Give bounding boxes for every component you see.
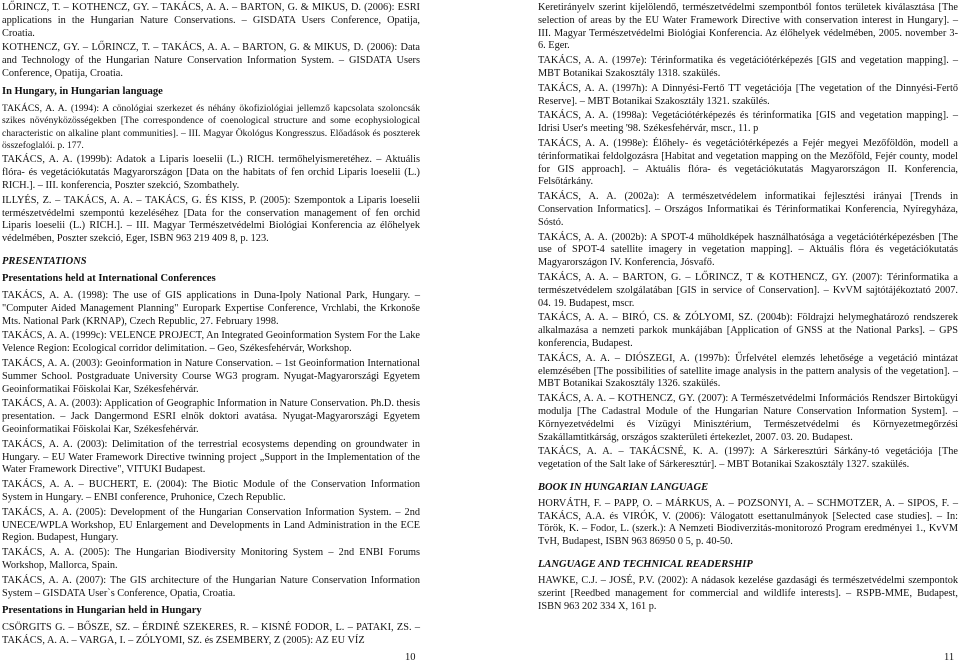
reference-entry: LŐRINCZ, T. – KOTHENCZ, GY. – TAKÁCS, A. A. – BARTON, G. & MIKUS, D. (2006): ESRI applications in the Hungarian Nature Conservations. – GISDATA Users Conference, Opatija, Croatia. [2, 2, 420, 39]
heading-international-conferences: Presentations held at International Conferences [2, 272, 216, 284]
presentation-entry: TAKÁCS, A. A. (1998a): Vegetációtérképezés és térinformatika [GIS and vegetation mapping]. – Idrisi User's meeting '98. Székesfehérvár, mscr., 11. p [538, 110, 958, 135]
book-entry: HORVÁTH, F. – PAPP, O. – MÁRKUS, A. – POZSONYI, A. – SCHMOTZER, A. – SIPOS, F. – TAKÁCS, A.A. és VIRÓK, V. (2006): Válogatott esettanulmányok [Selected case studies]. – In: Török, K. – Fodor, L. (szerk.): A Nemzeti Biodiverzitás-monitorozó Program eredményei 1., KvVM TvH, Budapest, ISBN 963 86950 0 5, p. 40-50. [538, 497, 958, 548]
presentation-entry: TAKÁCS, A. A. – BIRÓ, CS. & ZÓLYOMI, SZ. (2004b): Földrajzi helymeghatározó rendszerek alkalmazása a nemzeti parkok munkájában [Application of GNSS at the National Parks]. – GPS konferencia, Budapest. [538, 312, 958, 349]
presentation-entry: TAKÁCS, A. A. – BARTON, G. – LŐRINCZ, T & KOTHENCZ, GY. (2007): Térinformatika a természetvédelem szolgálatában [GIS in service of Conservation]. – KvVM sajtótájékoztató 2007. 04. 19. Budapest, mscr. [538, 271, 958, 309]
right-page-column [538, 2, 958, 615]
page-number-right: 11 [944, 652, 955, 663]
presentation-entry: TAKÁCS, A. A. (1997e): Térinformatika és vegetációtérképezés [GIS and vegetation mapping]. – MBT Botanikai Szakosztály 1318. szakülés. [538, 55, 958, 79]
reference-entry: TAKÁCS, A. A. (1994): A cönológiai szerkezet és néhány ökofiziológiai jellemző kapcsolata szoloncsák szikes növényközösségekben [The correspondence of coenological structure and some ecophysiological characteristic on alkaline plant communities]. – III. Magyar Ökológus Kongresszus. Előadások és poszterek összefoglalói. p. 177. [2, 102, 420, 151]
presentation-entry: TAKÁCS, A. A. (2003): Delimitation of the terrestrial ecosystems depending on groundwater in Hungary. – EU Water Framework Directive twinning project „Support in the Implementation of the Water Framework Directive", VITUKI Budapest. [2, 438, 420, 476]
presentation-entry: CSÖRGITS G. – BŐSZE, SZ. – ÉRDINÉ SZEKERES, R. – KISNÉ FODOR, L. – PATAKI, ZS. – TAKÁCS, A. A. – VARGA, I. – ZÓLYOMI, SZ. és ZSEMBERY, Z (2005): AZ EU VÍZ [2, 622, 420, 647]
presentation-entry: TAKÁCS, A. A. (2005): The Hungarian Biodiversity Monitoring System – 2nd ENBI Forums Workshop, Mallorca, Spain. [2, 547, 420, 571]
presentation-entry: TAKÁCS, A. A. (2003): Application of Geographic Information in Nature Conservation. Ph.D. thesis presentation. – Jack Dangermond ESRI elnök doktori avatása. Nyugat-Magyarországi Egyetem Geoinformatikai Főiskolai Kar, Székesfehérvár. [2, 398, 420, 435]
presentation-entry: TAKÁCS, A. A. (1999c): VELENCE PROJECT, An Integrated Geoinformation System For the Lake Velence Region: Ecological corridor delimitation. – Geo, Székesfehérvár, Workshop. [2, 330, 420, 355]
presentation-entry: TAKÁCS, A. A. (2002b): A SPOT-4 műholdképek használhatósága a vegetációtérképezésben [The use of SPOT-4 satellite imagery in vegetation mapping]. – Aktuális flóra és vegetációkutatás Magyarországon IV. Konferencia, Jósvafő. [538, 231, 958, 269]
presentation-entry: TAKÁCS, A. A. – KOTHENCZ, GY. (2007): A Természetvédelmi Információs Rendszer Birtokügyi modulja [The Cadastral Module of the Hungarian Nature Conservation Information System]. – Környezetvédelmi és Vízügyi Minisztérium, Természetvédelmi és Környezetmegőrzési Szakállamtitkárság, országos szakterületi értekezlet, 2007. 03. 20. Budapest. [538, 393, 958, 443]
left-page-column [2, 2, 420, 650]
presentation-entry: TAKÁCS, A. A. (1997h): A Dinnyési-Fertő TT vegetációja [The vegetation of the Dinnyési-Fertő Reserve]. – MBT Botanikai Szakosztály 1321. szakülés. [538, 82, 958, 107]
presentation-entry: TAKÁCS, A. A. – DIÓSZEGI, A. (1997b): Űrfelvétel elemzés lehetősége a vegetáció mintázat elemzésében [The possibilities of satellite image analysis in the pattern analysis of the vegetation]. – MBT Botanikai Szakosztály 1326. szakülés. [538, 352, 958, 390]
heading-hungarian-presentations: Presentations in Hungarian held in Hungary [2, 605, 202, 617]
presentation-entry: TAKÁCS, A. A. – TAKÁCSNÉ, K. A. (1997): A Sárkeresztúri Sárkány-tó vegetációja [The vegetation of the Salt lake of Sárkeresztúr]. – MBT Botanikai Szakosztály 1327. szakülés. [538, 446, 958, 471]
presentation-entry: TAKÁCS, A. A. (1998): The use of GIS applications in Duna-Ipoly National Park, Hungary. – "Computer Aided Management Planning" Europark Expertise Conference, Vrchlabi, the Krkonoše Mts. National Park (KRNAP), Czech Republic, 27. February 1998. [2, 289, 420, 327]
presentation-entry: TAKÁCS, A. A. (2002a): A természetvédelem informatikai fejlesztési irányai [Trends in Conservation Informatics]. – Országos Informatikai és Térinformatikai Konferencia, Nyíregyháza, Sóstó. [538, 191, 958, 228]
presentation-entry: Keretirányelv szerint kijelölendő, természetvédelmi szempontból fontos területek kiválasztása [The selection of areas by the EU Water Framework Directive with conservation interest in Hungary]. – III. Magyar Természetvédelmi Biológiai Konferencia. Az élőhelyek védelmében, 2005. november 3-6. Eger. [538, 2, 958, 52]
page-number-left: 10 [405, 652, 416, 663]
reference-entry: KOTHENCZ, GY. – LŐRINCZ, T. – TAKÁCS, A. A. – BARTON, G. & MIKUS, D. (2006): Data and Technology of the Hungarian Nature Conservation Information System. – GISDATA Users Conference, Opatija, Croatia. [2, 42, 420, 79]
presentation-entry: TAKÁCS, A. A. (2007): The GIS architecture of the Hungarian Nature Conservation Information System – GISDATA User`s Conference, Opatia, Croatia. [2, 574, 420, 599]
presentation-entry: TAKÁCS, A. A. (2005): Development of the Hungarian Conservation Information System. – 2nd UNECE/WPLA Workshop, EU Enlargement and Developments in Land Administration in the ECE Region. Budapest, Hungary. [2, 506, 420, 544]
reference-entry: ILLYÉS, Z. – TAKÁCS, A. A. – TAKÁCS, G. ÉS KISS, P. (2005): Szempontok a Liparis loeselii természetvédelmi szempontú kezeléséhez [Data for the conservation management of fen orchid Liparis loeselii (L.) RICH.]. – III. Magyar Természetvédelmi Biológiai Konferencia az élőhelyek védelmében, Poszter szekció, Eger, ISBN 963 219 409 8, p. 123. [2, 194, 420, 245]
heading-hungary-hungarian: In Hungary, in Hungarian language [2, 85, 163, 97]
presentation-entry: TAKÁCS, A. A. – BUCHERT, E. (2004): The Biotic Module of the Conservation Information System in Hungary. – ENBI conference, Pruhonice, Czech Republic. [2, 479, 420, 503]
presentation-entry: TAKÁCS, A. A. (2003): Geoinformation in Nature Conservation. – 1st Geoinformation International Summer School. Postgraduate University Course WG3 program. Nyugat-Magyarországi Egyetem Geoinformatikai Főiskolai Kar, Székesfehérvár. [2, 357, 420, 395]
section-title-book: BOOK IN HUNGARIAN LANGUAGE [538, 481, 709, 493]
reference-entry: TAKÁCS, A. A. (1999b): Adatok a Liparis loeselii (L.) RICH. termőhelyismeretéhez. – Aktuális flóra- és vegetációkutatás Magyarországon [Data on the habitats of fen orchid Liparis loeselii (L.) RICH.]. – III. konferencia, Poszter szekció, Szombathely. [2, 154, 420, 191]
language-entry: HAWKE, C.J. – JOSÉ, P.V. (2002): A nádasok kezelése gazdasági és természetvédelmi szempontok szerint [Reedbed management for commercial and wildlife interests]. – RSPB-MME, Budapest, ISBN 963 202 334 X, 161 p. [538, 575, 958, 612]
section-title-presentations: PRESENTATIONS [2, 255, 87, 267]
section-title-language: LANGUAGE AND TECHNICAL READERSHIP [538, 559, 753, 571]
presentation-entry: TAKÁCS, A. A. (1998e): Élőhely- és vegetációtérképezés a Fejér megyei Mezőföldön, modell a térinformatikai feldolgozásra [Habitat and vegetation mapping on the Mezőföld, Fejér county, model for GIS approach]. – Aktuális flóra- és vegetációkutatás Magyarországon II. Konferencia, Felsőtárkány. [538, 137, 958, 188]
